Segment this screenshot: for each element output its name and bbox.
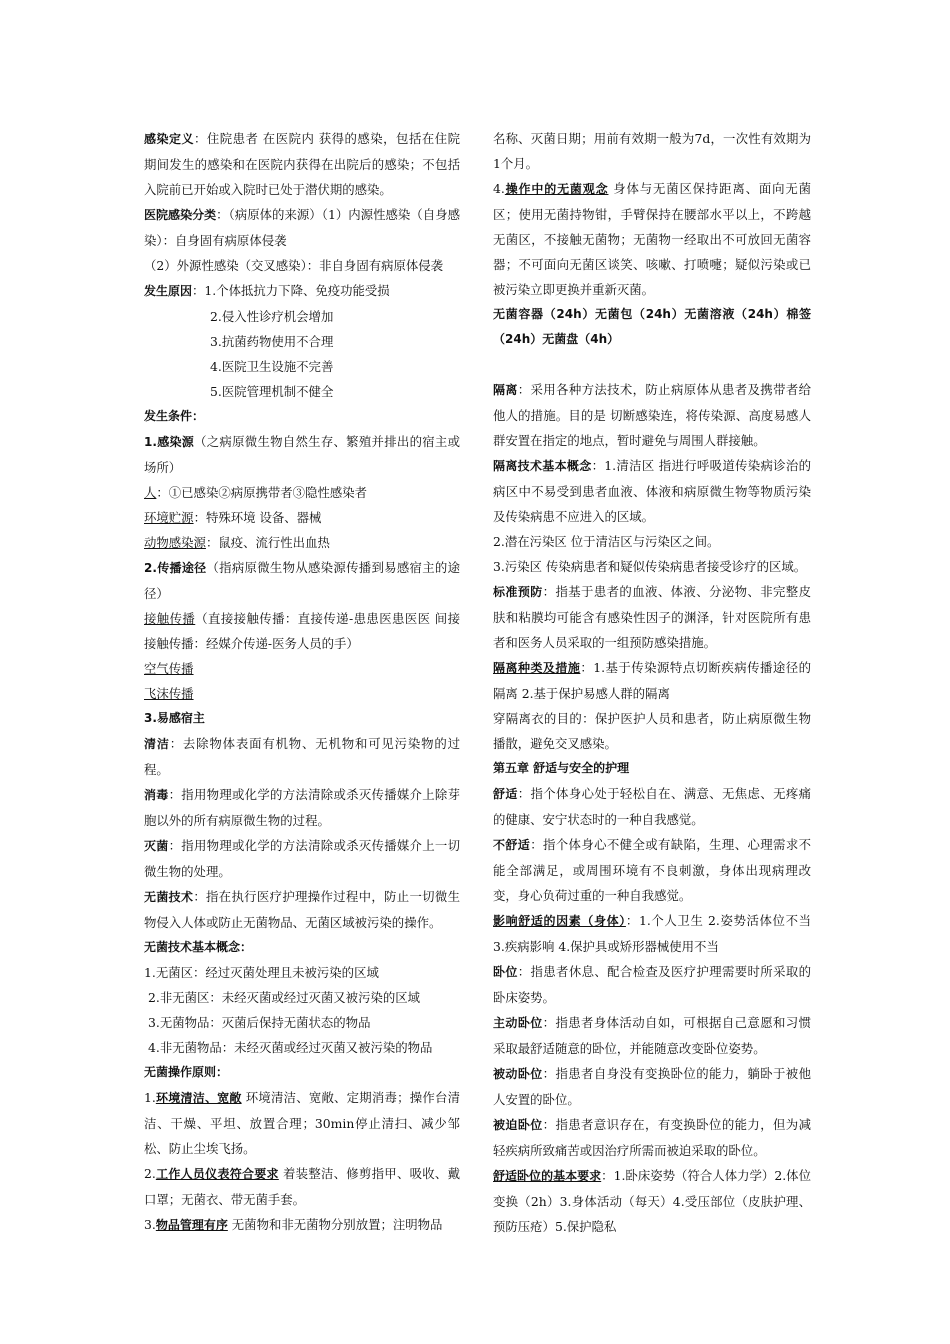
principle-2: 2.工作人员仪表符合要求 着装整洁、修剪指甲、吸收、戴口罩；无菌衣、带无菌手套。 [144, 1166, 460, 1207]
transmission-route: 2.传播途径（指病原微生物从感染源传播到易感宿主的途径） [144, 560, 461, 601]
comfort-position-requirements: 舒适卧位的基本要求：1.卧床姿势（符合人体力学）2.体位变换（2h）3.身体活动（每天）4.受压部位（皮肤护理、预防压疮）5.保护隐私 [493, 1168, 811, 1234]
cleaning-def: 清洁：去除物体表面有机物、无机物和可见污染物的过程。 [144, 736, 460, 777]
position-def: 卧位：指患者休息、配合检查及医疗护理需要时所采取的卧床姿势。 [493, 964, 811, 1005]
aseptic-concept-1: 1.无菌区：经过灭菌处理且未被污染的区域 [144, 965, 379, 980]
discomfort-def: 不舒适：指个体身心不健全或有缺陷，生理、心理需求不能全部满足，或周围环境有不良刺激，身体出现病理改变，身心负荷过重的一种自我感觉。 [493, 837, 811, 903]
aseptic-technique-def: 无菌技术：指在执行医疗护理操作过程中，防止一切微生物侵入人体或防止无菌物品、无菌区域被污染的操作。 [144, 889, 460, 930]
comfort-factors: 影响舒适的因素（身体）：1.个人卫生 2.姿势活体位不当 3.疾病影响 4.保护具或矫形器械使用不当 [493, 913, 811, 954]
source-animal: 动物感染源：鼠疫、流行性出血热 [144, 535, 330, 550]
isolation-concepts: 隔离技术基本概念：1.清洁区 指进行呼吸道传染病诊治的病区中不易受到患者血液、体液和病原微生物等物质污染及传染病患不应进入的区域。 [493, 458, 811, 524]
validity-periods: 无菌容器（24h）无菌包（24h）无菌溶液（24h）棉签（24h）无菌盘（4h） [493, 307, 811, 346]
causes-item-3: 3.抗菌药物使用不合理 [210, 334, 334, 349]
forced-position: 被迫卧位：指患者意识存在，有变换卧位的能力，但为减轻疾病所致痛苦或因治疗所需而被迫采取的卧位。 [493, 1117, 811, 1158]
comfort-def: 舒适：指个体身心处于轻松自在、满意、无焦虑、无疼痛的健康、安宁状态时的一种自我感觉。 [493, 786, 811, 827]
source-environment: 环境贮源：特殊环境 设备、器械 [144, 510, 322, 525]
infection-definition: 感染定义：住院患者 在医院内 获得的感染，包括在住院期间发生的感染和在医院内获得在出院后的感染；不包括入院前已开始或入院时已处于潜伏期的感染。 [144, 131, 460, 197]
left-column [144, 126, 460, 1238]
aseptic-concepts-heading: 无菌技术基本概念： [144, 940, 253, 954]
susceptible-host: 3.易感宿主 [144, 711, 205, 725]
isolation-gown: 穿隔离衣的目的：保护医护人员和患者，防止病原微生物播散，避免交叉感染。 [493, 711, 811, 751]
contact-transmission: 接触传播（直接接触传播：直接传递-患患医患医医 间接接触传播：经媒介传递-医务人员的手） [144, 611, 461, 651]
isolation-def: 隔离：采用各种方法技术，防止病原体从患者及携带者给他人的措施。目的是 切断感染连，将传染源、高度易感人群安置在指定的地点，暂时避免与周围人群接触。 [493, 382, 811, 448]
conditions-heading: 发生条件： [144, 409, 205, 423]
principle-3-continued: 名称、灭菌日期；用前有效期一般为7d，一次性有效期为1个月。 [493, 131, 811, 171]
sterilization-def: 灭菌：指用物理或化学的方法清除或杀灭传播媒介上一切微生物的处理。 [144, 838, 460, 879]
principle-1: 1.环境清洁、宽敞 环境清洁、宽敞、定期消毒；操作台清洁、干燥、平坦、放置合理；30min停止清扫、减少邹松、防止尘埃飞扬。 [144, 1090, 460, 1156]
causes-item-2: 2.侵入性诊疗机会增加 [210, 309, 334, 324]
disinfection-def: 消毒：指用物理或化学的方法清除或杀灭传播媒介上除芽胞以外的所有病原微生物的过程。 [144, 787, 460, 828]
isolation-zone-3: 3.污染区 传染病患者和疑似传染病患者接受诊疗的区域。 [493, 559, 807, 574]
isolation-zone-2: 2.潜在污染区 位于清洁区与污染区之间。 [493, 534, 720, 549]
principle-3: 3.物品管理有序 无菌物和非无菌物分别放置；注明物品 [144, 1217, 443, 1232]
causes-item-5: 5.医院管理机制不健全 [210, 384, 334, 399]
isolation-types: 隔离种类及措施：1.基于传染源特点切断疾病传播途径的隔离 2.基于保护易感人群的隔离 [493, 660, 811, 701]
standard-precautions: 标准预防：指基于患者的血液、体液、分泌物、非完整皮肤和粘膜均可能含有感染性因子的渊泽，针对医院所有患者和医务人员采取的一组预防感染措施。 [493, 584, 811, 650]
aseptic-concept-3: 3.无菌物品：灭菌后保持无菌状态的物品 [148, 1015, 371, 1030]
air-transmission: 空气传播 [144, 661, 194, 676]
causes-item-1: 发生原因：1.个体抵抗力下降、免疫功能受损 [144, 283, 390, 298]
chapter-heading: 第五章 舒适与安全的护理 [493, 761, 630, 775]
active-position: 主动卧位：指患者身体活动自如，可根据自己意愿和习惯采取最舒适随意的卧位，并能随意改变卧位姿势。 [493, 1015, 811, 1056]
passive-position: 被动卧位：指患者自身没有变换卧位的能力，躺卧于被他人安置的卧位。 [493, 1066, 811, 1107]
principles-heading: 无菌操作原则： [144, 1065, 229, 1079]
aseptic-concept-4: 4.非无菌物品：未经灭菌或经过灭菌又被污染的物品 [148, 1040, 433, 1055]
aseptic-concept-2: 2.非无菌区：未经灭菌或经过灭菌又被污染的区域 [148, 990, 421, 1005]
infection-source: 1.感染源（之病原微生物自然生存、繁殖并排出的宿主或场所） [144, 434, 460, 475]
principle-4: 4.操作中的无菌观念 身体与无菌区保持距离、面向无菌区；使用无菌持物钳，手臂保持在腰部水平以上，不跨越无菌区，不接触无菌物；无菌物一经取出不可放回无菌容器；不可面向无菌区谈笑、咳嗽、打喷嚏；疑似污染或已被污染立即更换并重新灭菌。 [493, 181, 811, 297]
spacer [493, 352, 811, 377]
causes-item-4: 4.医院卫生设施不完善 [210, 359, 334, 374]
right-column [493, 126, 811, 1239]
source-people: 人：①已感染②病原携带者③隐性感染者 [144, 485, 368, 500]
droplet-transmission: 飞沫传播 [144, 686, 194, 701]
infection-classification: 医院感染分类：（病原体的来源）（1）内源性感染（自身感染）：自身固有病原体侵袭 [144, 207, 460, 248]
exogenous-infection: （2）外源性感染（交叉感染）：非自身固有病原体侵袭 [144, 258, 444, 273]
